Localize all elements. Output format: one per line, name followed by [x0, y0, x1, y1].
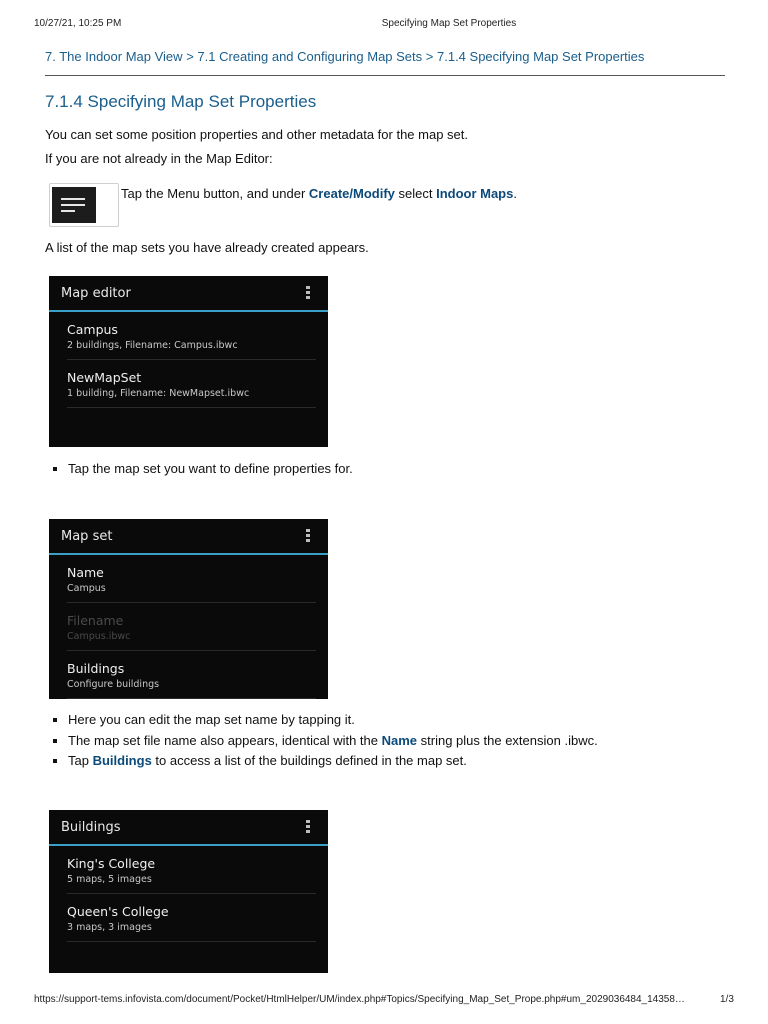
app-bar-title: Map editor: [61, 286, 131, 301]
overflow-menu-icon[interactable]: [306, 286, 310, 301]
bullet-text: Tap: [68, 753, 93, 768]
page-number: 1/3: [720, 994, 734, 1005]
breadcrumb-separator: >: [425, 49, 434, 64]
bullet-item: [53, 733, 598, 754]
intro-text: You can set some position properties and other metadata for the map set.: [45, 127, 468, 142]
menu-step-mid: select: [394, 186, 437, 201]
list-appears-text: A list of the map sets you have already created appears.: [45, 240, 369, 255]
menu-step-text: [121, 186, 517, 201]
bullet-item: Here you can edit the map set name by tapping it.: [53, 712, 598, 733]
list-item-subtitle: 3 maps, 3 images: [67, 922, 152, 933]
breadcrumb-item-creating-map-sets[interactable]: 7.1 Creating and Configuring Map Sets: [197, 49, 423, 64]
page-title: 7.1.4 Specifying Map Set Properties: [45, 92, 317, 111]
list-item[interactable]: [67, 846, 316, 894]
menu-step-post: .: [513, 186, 517, 201]
list-item-subtitle: Campus.ibwc: [67, 631, 131, 642]
bullet-item: [53, 753, 598, 774]
list-item[interactable]: [67, 360, 316, 408]
map-set-screenshot: [49, 519, 328, 699]
breadcrumb-item-indoor-map-view[interactable]: 7. The Indoor Map View: [45, 49, 183, 64]
app-bar-title: Buildings: [61, 820, 121, 835]
menu-icon: [52, 187, 96, 223]
app-bar: [49, 810, 328, 846]
buildings-term: Buildings: [92, 753, 152, 768]
list-item-subtitle: Campus: [67, 583, 106, 594]
print-datetime: 10/27/21, 10:25 PM: [34, 18, 122, 29]
app-bar-title: Map set: [61, 529, 113, 544]
overflow-menu-icon[interactable]: [306, 820, 310, 835]
list-item-title: King's College: [67, 856, 156, 871]
bullet-list: [53, 461, 353, 482]
indoor-maps-term: Indoor Maps: [436, 186, 514, 201]
bullet-text: to access a list of the buildings defined in the map set.: [151, 753, 467, 768]
bullet-list: [53, 712, 598, 774]
divider: [45, 75, 725, 76]
app-bar: [49, 519, 328, 555]
breadcrumb: [45, 49, 644, 64]
buildings-screenshot: [49, 810, 328, 973]
list-item-title: NewMapSet: [67, 370, 142, 385]
bullet-text: string plus the extension .ibwc.: [417, 732, 598, 748]
instruction-text: If you are not already in the Map Editor:: [45, 151, 273, 166]
list-item[interactable]: [67, 312, 316, 360]
map-editor-screenshot: [49, 276, 328, 447]
list-item-subtitle: 5 maps, 5 images: [67, 874, 152, 885]
bullet-item: Tap the map set you want to define properties for.: [53, 461, 353, 482]
list-item-subtitle: 2 buildings, Filename: Campus.ibwc: [67, 340, 238, 351]
list-item[interactable]: [67, 894, 316, 942]
list-item-subtitle: 1 building, Filename: NewMapset.ibwc: [67, 388, 250, 399]
breadcrumb-separator: >: [186, 49, 194, 64]
list-item-name[interactable]: [67, 555, 316, 603]
list-item-title: Filename: [67, 613, 124, 628]
name-term: Name: [381, 732, 418, 748]
menu-step-pre: Tap the Menu button, and under: [121, 186, 309, 201]
bullet-text: The map set file name also appears, identical with the: [68, 732, 382, 748]
breadcrumb-item-current[interactable]: 7.1.4 Specifying Map Set Properties: [437, 49, 645, 64]
list-item-subtitle: Configure buildings: [67, 679, 160, 690]
list-item-title: Campus: [67, 322, 118, 337]
overflow-menu-icon[interactable]: [306, 529, 310, 544]
list-item-title: Queen's College: [67, 904, 169, 919]
list-item-buildings[interactable]: [67, 651, 316, 699]
create-modify-term: Create/Modify: [308, 186, 395, 201]
print-title: Specifying Map Set Properties: [381, 18, 517, 29]
list-item-title: Buildings: [67, 661, 125, 676]
list-item-title: Name: [67, 565, 104, 580]
list-item-filename: [67, 603, 316, 651]
print-url: https://support-tems.infovista.com/document/Pocket/HtmlHelper/UM/index.php#Topics/Specifying_Map_Set_Prope.php#um_2029036484_14358…: [34, 994, 685, 1005]
app-bar: [49, 276, 328, 312]
